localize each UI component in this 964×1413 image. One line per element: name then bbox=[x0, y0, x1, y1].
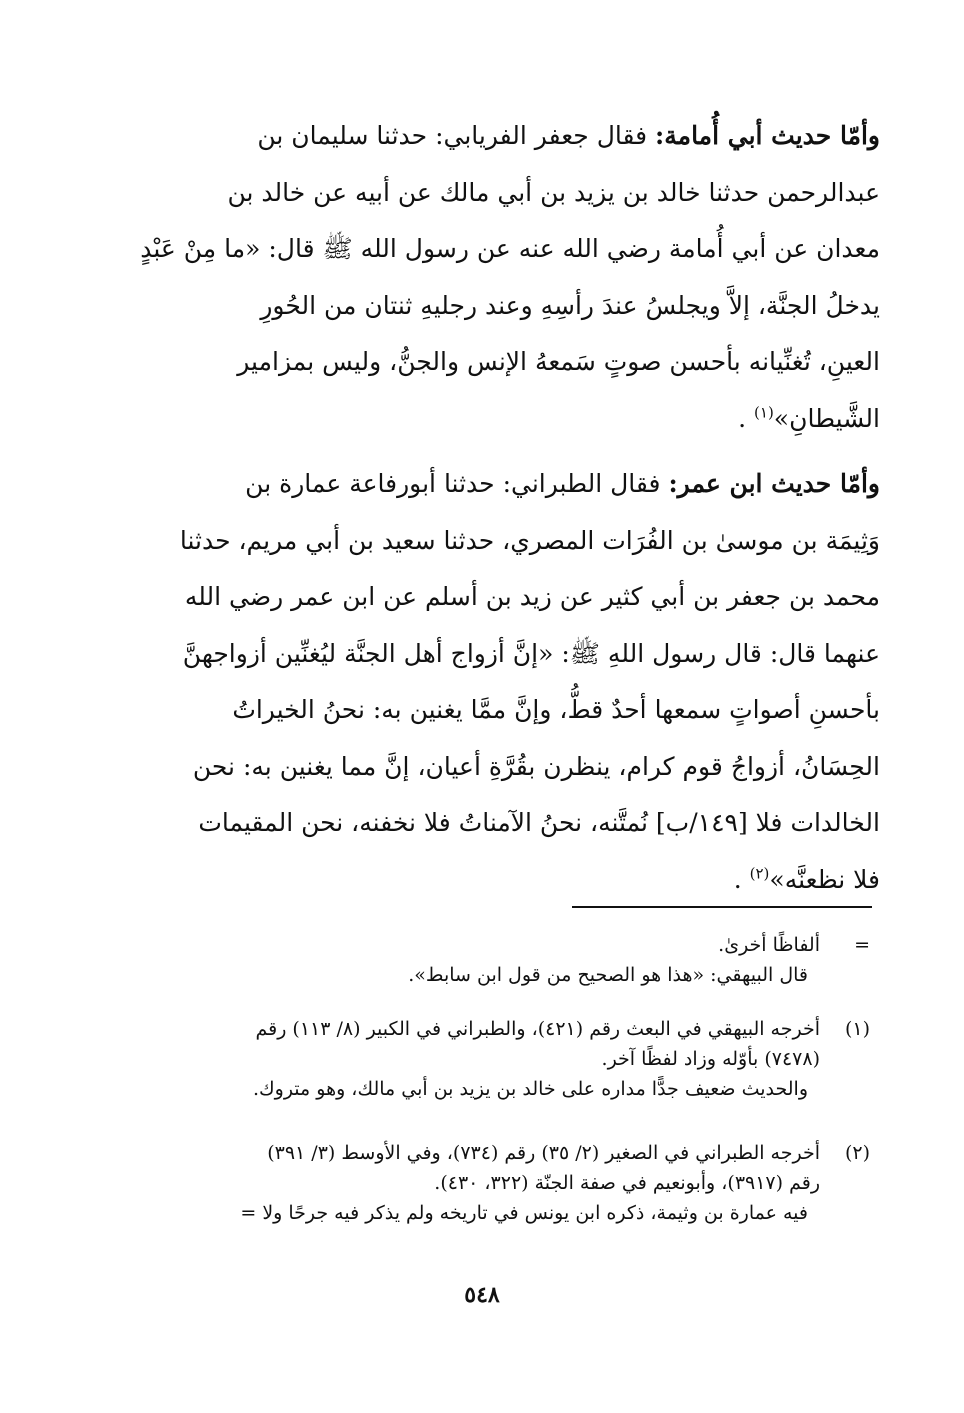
text-line: يدخلُ الجنَّة، إلاَّ ويجلسُ عندَ رأسِهِ وعند رجليهِ ثنتان من الحُورِ bbox=[260, 290, 880, 320]
paragraph-lead: وأمّا حديث ابن عمر: bbox=[668, 469, 880, 498]
page-number: ٥٤٨ bbox=[464, 1282, 500, 1308]
text-line: بأحسنِ أصواتٍ سمعها أحدٌ قطُّ، وإنَّ ممَّا يغنين به: نحنُ الخيراتُ bbox=[232, 695, 880, 724]
paragraph-ibn-umar bbox=[72, 456, 880, 908]
footnote-1: (١)أخرجه البيهقي في البعث رقم (٤٢١)، والطبراني في الكبير (٨/ ١١٣) رقم (٧٤٧٨) بأوّله وزاد لفظًا آخر. والحديث ضعيف جدًّا مداره على خالد بن يزيد بن أبي مالك، وهو متروك. bbox=[50, 1014, 870, 1104]
text-line: العينِ، تُغنِّيانه بأحسن صوتٍ سَمعهُ الإنس والجنُّ، وليس بمزامير bbox=[237, 347, 880, 376]
text-line: الخالدات فلا [١٤٩/ب] نُمتَّنه، نحنُ الآمناتُ فلا نخفنه، نحن المقيمات bbox=[198, 808, 880, 837]
paragraph-lead: وأمّا حديث أبي أُمامة: bbox=[655, 121, 880, 150]
footnote-number: (١) bbox=[844, 1018, 870, 1040]
footnote-separator bbox=[572, 906, 872, 908]
footnote-ref[interactable]: (١) bbox=[754, 403, 774, 422]
footnote-number: (٢) bbox=[844, 1142, 870, 1164]
text-line: معدان عن أبي أُمامة رضي الله عنه عن رسول الله ﷺ قال: «ما مِنْ عَبْدٍ bbox=[140, 234, 880, 263]
text-line: الشَّيطانِ»$^{(١)}$ . bbox=[738, 403, 880, 433]
text-line: فلا نظعنَّه»$^{(٢)}$ . bbox=[733, 864, 880, 894]
footnote-ref[interactable]: (٢) bbox=[749, 864, 770, 883]
footnote-continuation: =ألفاظًا أخرىٰ. قال البيهقي: «هذا هو الصحيح من قول ابن سابط». bbox=[50, 930, 870, 990]
paragraph-abu-umama bbox=[72, 108, 880, 447]
footnote-2: (٢)أخرجه الطبراني في الصغير (٢/ ٣٥) رقم (٧٣٤)، وفي الأوسط (٣/ ٣٩١) رقم (٣٩١٧)، وأبونعيم في صفة الجنّة (٣٢٢، ٤٣٠). فيه عمارة بن وثيمة، ذكره ابن يونس في تاريخه ولم يذكر فيه جرحًا ولا = bbox=[50, 1138, 870, 1228]
continuation-mark: = bbox=[854, 934, 870, 956]
text-line: وأمّا حديث أبي أُمامة: فقال جعفر الفريابي: حدثنا سليمان بن bbox=[257, 121, 880, 150]
text-line: عنهما قال: قال رسول اللهِ ﷺ: «إنَّ أزواج أهل الجنَّة ليُغنِّين أزواجهنَّ bbox=[182, 638, 880, 668]
text-line: وأمّا حديث ابن عمر: فقال الطبراني: حدثنا أبورفاعة عمارة بن bbox=[245, 469, 880, 498]
text-line: عبدالرحمن حدثنا خالد بن يزيد بن أبي مالك عن أبيه عن خالد بن bbox=[227, 177, 880, 207]
text-line: محمد بن جعفر بن أبي كثير عن زيد بن أسلم عن ابن عمر رضي الله bbox=[184, 582, 880, 611]
text-line: الحِسَانُ، أزواجُ قوم كرام، ينظرن بقُرَّةِ أعيان، إنَّ مما يغنين به: نحن bbox=[192, 751, 880, 781]
text-line: وَثِيمَة بن موسىٰ بن الفُرَات المصري، حدثنا سعيد بن أبي مريم، حدثنا bbox=[179, 525, 880, 555]
continuation-mark: = bbox=[240, 1202, 257, 1224]
